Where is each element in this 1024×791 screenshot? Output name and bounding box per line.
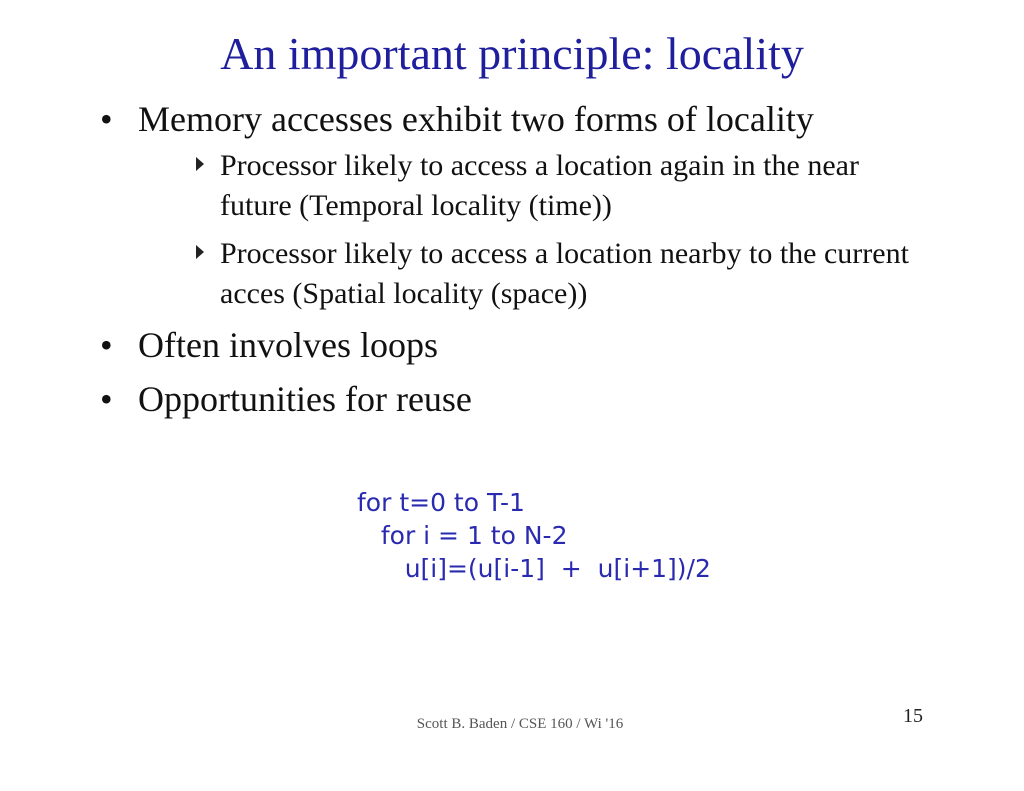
sub-bullet-line: acces (Spatial locality (space)): [220, 277, 588, 310]
bullet-dot-icon: •: [100, 379, 113, 419]
code-line-inner-loop: for i = 1 to N-2: [380, 521, 568, 550]
sub-bullet-item: [138, 146, 980, 226]
slide-footer: Scott B. Baden / CSE 160 / Wi '16: [416, 716, 624, 732]
bullet-item: [100, 96, 980, 314]
bullet-text: Opportunities for reuse: [138, 379, 472, 419]
sub-bullet-line: Processor likely to access a location nearby to the current: [220, 237, 909, 270]
bullet-item: [100, 322, 980, 368]
sub-bullet-line: future (Temporal locality (time)): [220, 189, 612, 222]
bullet-list: [100, 96, 980, 422]
triangle-bullet-icon: [196, 245, 204, 259]
bullet-dot-icon: •: [100, 99, 113, 139]
code-line-update: u[i]=(u[i-1] + u[i+1])/2: [404, 554, 711, 583]
sub-bullet-list: [138, 146, 980, 314]
bullet-item: [100, 376, 980, 422]
bullet-text: Often involves loops: [138, 325, 438, 365]
code-block: [357, 486, 711, 585]
slide-title: An important principle: locality: [220, 28, 804, 79]
triangle-bullet-icon: [196, 157, 204, 171]
page-number: 15: [903, 705, 923, 727]
bullet-dot-icon: •: [100, 325, 113, 365]
code-line-outer-loop: for t=0 to T-1: [357, 488, 525, 517]
sub-bullet-item: [138, 234, 980, 314]
bullet-text: Memory accesses exhibit two forms of locality: [138, 99, 814, 139]
sub-bullet-line: Processor likely to access a location again in the near: [220, 149, 859, 182]
